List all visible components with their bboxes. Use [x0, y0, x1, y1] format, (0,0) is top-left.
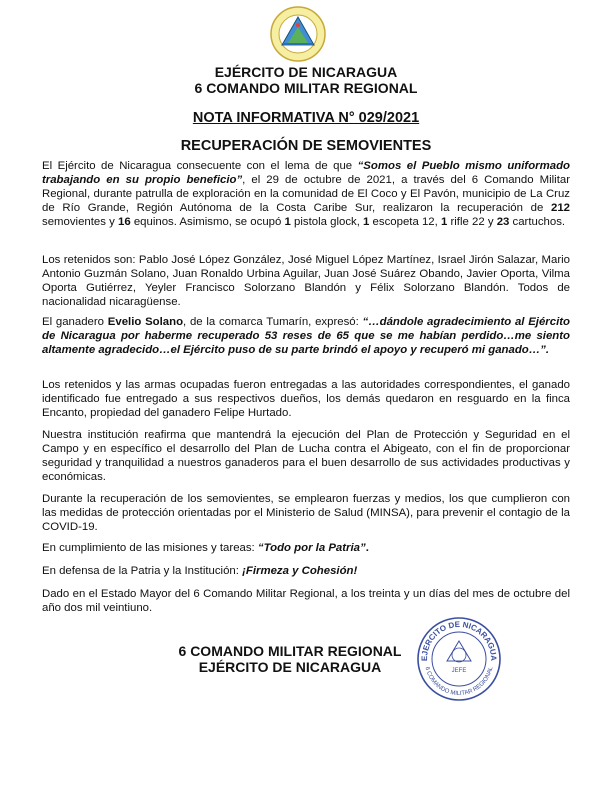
- p1-count-equinos: 16: [117, 215, 131, 228]
- p1-text-o: cartuchos.: [509, 215, 566, 228]
- org-name-line2: 6 COMANDO MILITAR REGIONAL: [194, 80, 418, 96]
- p1-text-e: semovientes y: [42, 215, 118, 228]
- paragraph-7: [42, 542, 570, 556]
- p8-text-a: En defensa de la Patria y la Institución:: [42, 565, 243, 577]
- p1-count-cartuchos: 23: [496, 215, 510, 228]
- paragraph-9: Dado en el Estado Mayor del 6 Comando Militar Regional, a los treinta y un días del mes de octubre del año dos mil veintiuno.: [42, 588, 570, 614]
- org-name-line1: EJÉRCITO DE NICARAGUA: [214, 64, 398, 80]
- svg-text:JEFE: JEFE: [451, 668, 467, 674]
- p1-count-escopeta: 1: [363, 215, 370, 228]
- p1-text-i: pistola glock,: [290, 215, 364, 228]
- p1-count-pistola: 1: [284, 215, 291, 228]
- p1-text-g: equinos. Asimismo, se ocupó: [130, 215, 285, 228]
- svg-text:6 COMANDO MILITAR REGIONAL: 6 COMANDO MILITAR REGIONAL: [423, 666, 495, 698]
- signature-line1: 6 COMANDO MILITAR REGIONAL: [178, 643, 402, 659]
- document-number-text: NOTA INFORMATIVA N° 029/2021: [192, 110, 420, 126]
- signature-line2: EJÉRCITO DE NICARAGUA: [198, 659, 382, 675]
- official-stamp-icon: [415, 615, 503, 703]
- paragraph-2: Los retenidos son: Pablo José López González, José Miguel López Martínez, Israel Jirón Salazar, Mario Antonio Guzmán Solano, Juan Ronaldo Urbina Aguilar, Juan José Suárez Obando, Javier Oporta, Vilma Oporta Gutiérrez, Yeyler Francisco Solorzano Blandón y Félix Solorzano Blandón. Todos de nacionalidad nicaragüense.: [42, 254, 570, 308]
- p7-motto: “Todo por la Patria”: [257, 542, 366, 554]
- p1-count-semovientes: 212: [550, 201, 570, 214]
- p3-text-c: , de la comarca Tumarín, expresó:: [183, 316, 363, 328]
- p3-text-a: El ganadero: [42, 316, 108, 328]
- paragraph-6: Durante la recuperación de los semovientes, se emplearon fuerzas y medios, los que cumplieron con las medidas de protección orientadas por el Ministerio de Salud (MINSA), para prevenir el contagio de la COVID-19.: [42, 493, 570, 533]
- paragraph-8: [42, 565, 570, 579]
- p8-motto: ¡Firmeza y Cohesión!: [242, 565, 358, 577]
- p1-text-m: rifle 22 y: [447, 215, 497, 228]
- p3-quote: “…dándole agradecimiento al Ejército de Nicaragua por haberme recuperado 53 reses de 65 que se me habían perdido…me siento altamente agradecido…el Ejército puso de su parte brindó el apoyo y recuperó mi ganado…”.: [42, 316, 570, 356]
- paragraph-5: Nuestra institución reafirma que mantendrá la ejecución del Plan de Protección y Seguridad en el Campo y en específico el desarrollo del Plan de Lucha contra el Abigeato, con el fin de proporcionar seguridad y tranquilidad a nuestros ganaderos para el buen desarrollo de sus actividades productivas y económicas.: [42, 429, 570, 483]
- paragraph-3: [42, 316, 570, 358]
- p1-motto: “Somos el Pueblo mismo uniformado trabajando en su propio beneficio”: [42, 160, 570, 186]
- paragraph-1: [42, 160, 570, 230]
- coat-of-arms-icon: [265, 5, 331, 63]
- paragraph-4: Los retenidos y las armas ocupadas fueron entregadas a las autoridades correspondientes, el ganado identificado fue entregado a sus respectivos dueños, los demás quedaron en resguardo en la finca Encanto, propiedad del ganadero Felipe Hurtado.: [42, 379, 570, 419]
- p1-text-a: El Ejército de Nicaragua consecuente con el lema de que: [42, 160, 358, 172]
- svg-text:EJERCITO DE NICARAGUA: EJERCITO DE NICARAGUA: [419, 619, 499, 662]
- p1-text-c: , el 29 de octubre de 2021, a través del 6 Comando Militar Regional, durante patrulla de exploración en la comunidad de El Coco y El Pavón, municipio de La Cruz de Río Grande, Región Autónoma de la Costa Caribe Sur, realizaron la recuperación de: [42, 173, 570, 214]
- p1-count-rifle: 1: [440, 215, 448, 228]
- document-subject: RECUPERACIÓN DE SEMOVIENTES: [180, 138, 432, 154]
- document-number: [0, 110, 612, 127]
- p7-text-a: En cumplimiento de las misiones y tareas:: [42, 542, 258, 554]
- p3-rancher-name: Evelio Solano: [107, 316, 184, 328]
- p7-text-c: .: [365, 542, 369, 554]
- p1-text-k: escopeta 12,: [369, 215, 441, 228]
